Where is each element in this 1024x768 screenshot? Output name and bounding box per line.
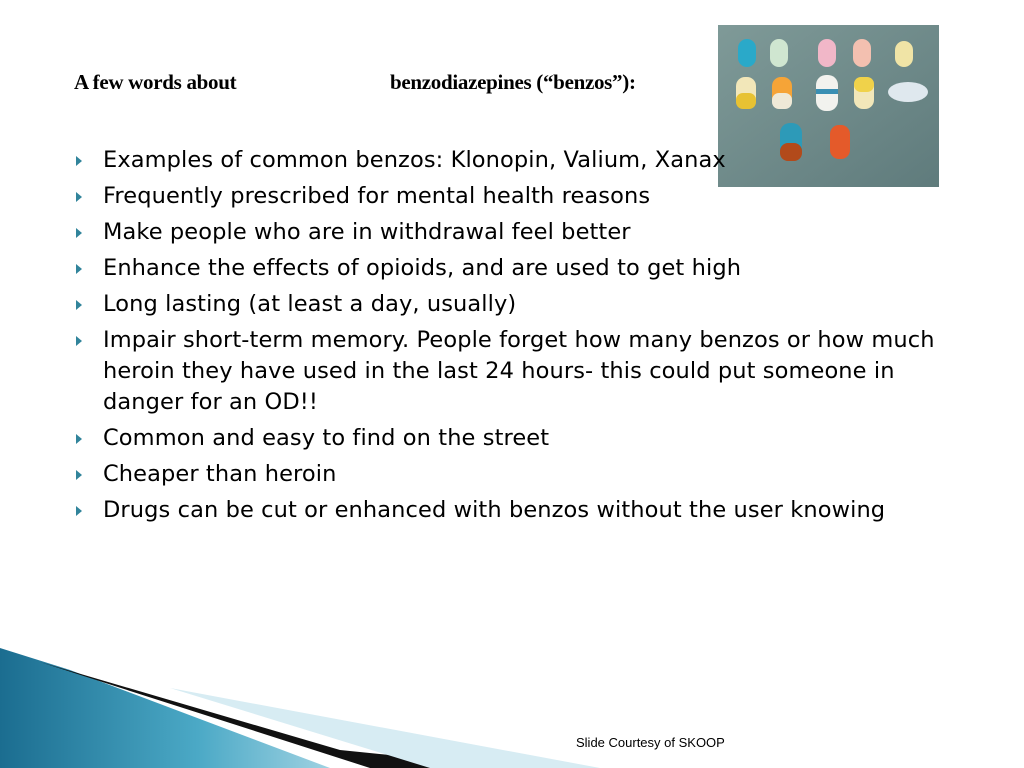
- bullet-item: [74, 217, 974, 248]
- bullet-text: Drugs can be cut or enhanced with benzos without the user knowing: [103, 497, 886, 523]
- bullet-text: Frequently prescribed for mental health reasons: [103, 183, 651, 209]
- bullet-item: [74, 423, 974, 454]
- slide-title-part2: benzodiazepines (“benzos”):: [390, 70, 636, 94]
- triangle-bullet-icon: [76, 192, 82, 202]
- bullet-text: Common and easy to find on the street: [103, 425, 550, 451]
- bullet-text: Enhance the effects of opioids, and are used to get high: [103, 255, 742, 281]
- triangle-bullet-icon: [76, 156, 82, 166]
- triangle-bullet-icon: [76, 506, 82, 516]
- bullet-item: [74, 145, 974, 176]
- triangle-bullet-icon: [76, 264, 82, 274]
- triangle-bullet-icon: [76, 300, 82, 310]
- bullet-text: Long lasting (at least a day, usually): [103, 291, 517, 317]
- bullet-item: [74, 459, 974, 490]
- triangle-bullet-icon: [76, 336, 82, 346]
- bullet-item: [74, 289, 974, 320]
- decorative-swoosh: [0, 640, 1024, 768]
- bullet-text: Cheaper than heroin: [103, 461, 337, 487]
- slide-title-part1: A few words about: [74, 70, 237, 94]
- bullet-item: [74, 181, 974, 212]
- bullet-text: Examples of common benzos: Klonopin, Valium, Xanax: [103, 147, 726, 173]
- bullet-text: Make people who are in withdrawal feel better: [103, 219, 631, 245]
- triangle-bullet-icon: [76, 434, 82, 444]
- bullet-item: [74, 253, 974, 284]
- slide-credit: Slide Courtesy of SKOOP: [576, 735, 725, 750]
- triangle-bullet-icon: [76, 228, 82, 238]
- bullet-item: [74, 325, 974, 418]
- bullet-list: [74, 145, 974, 531]
- triangle-bullet-icon: [76, 470, 82, 480]
- bullet-item: [74, 495, 974, 526]
- bullet-text: Impair short-term memory. People forget how many benzos or how much heroin they have used in the last 24 hours- this could put someone in danger for an OD!!: [103, 327, 935, 415]
